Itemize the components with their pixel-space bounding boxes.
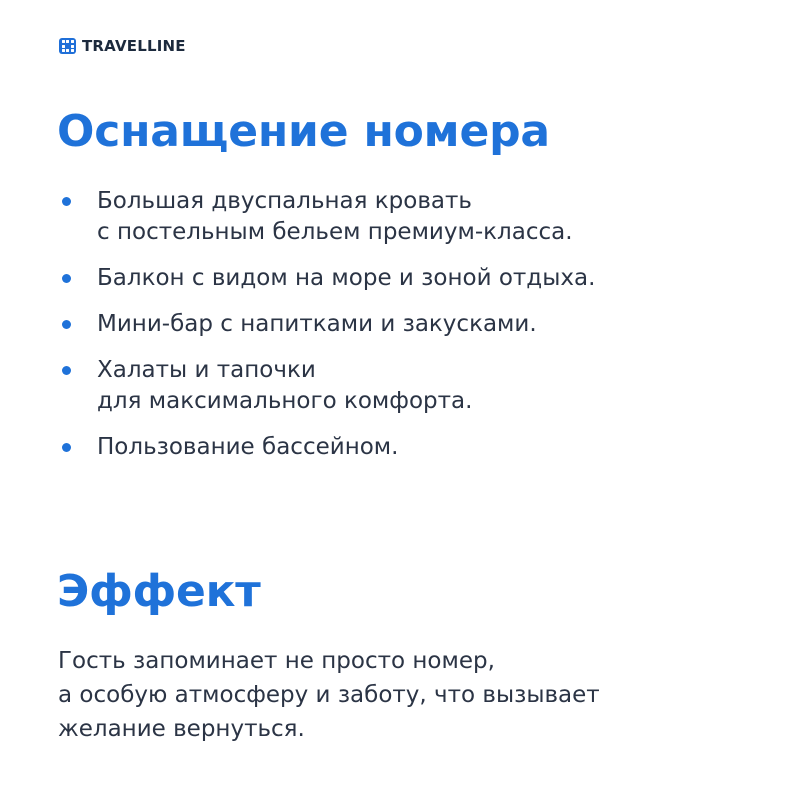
brand-logo [59, 37, 186, 55]
feature-item-robes [58, 355, 758, 417]
bullet-dot-icon [62, 443, 71, 452]
effect-description [58, 644, 758, 746]
room-features-list [58, 186, 758, 478]
feature-text-line: Мини-бар с напитками и закусками. [97, 311, 537, 337]
bullet-dot-icon [62, 320, 71, 329]
feature-text-line: Большая двуспальная кровать [97, 188, 472, 214]
feature-text-line: Халаты и тапочки [97, 357, 316, 383]
feature-item-minibar [58, 309, 758, 340]
effect-text-line: а особую атмосферу и заботу, что вызывает [58, 682, 600, 708]
brand-name: TRAVELLINE [82, 37, 186, 55]
effect-text-line: желание вернуться. [58, 716, 305, 742]
bullet-dot-icon [62, 197, 71, 206]
travelline-logo-icon [59, 38, 76, 54]
effect-text-line: Гость запоминает не просто номер, [58, 648, 495, 674]
feature-item-balcony [58, 263, 758, 294]
bullet-dot-icon [62, 366, 71, 375]
effect-title: Эффект [57, 566, 261, 617]
feature-item-pool [58, 432, 758, 463]
feature-text-line: для максимального комфорта. [97, 388, 473, 414]
feature-item-bed [58, 186, 758, 248]
feature-text-line: Балкон с видом на море и зоной отдыха. [97, 265, 596, 291]
room-equipment-title: Оснащение номера [57, 106, 550, 157]
bullet-dot-icon [62, 274, 71, 283]
feature-text-line: с постельным бельем премиум-класса. [97, 219, 573, 245]
feature-text-line: Пользование бассейном. [97, 434, 399, 460]
